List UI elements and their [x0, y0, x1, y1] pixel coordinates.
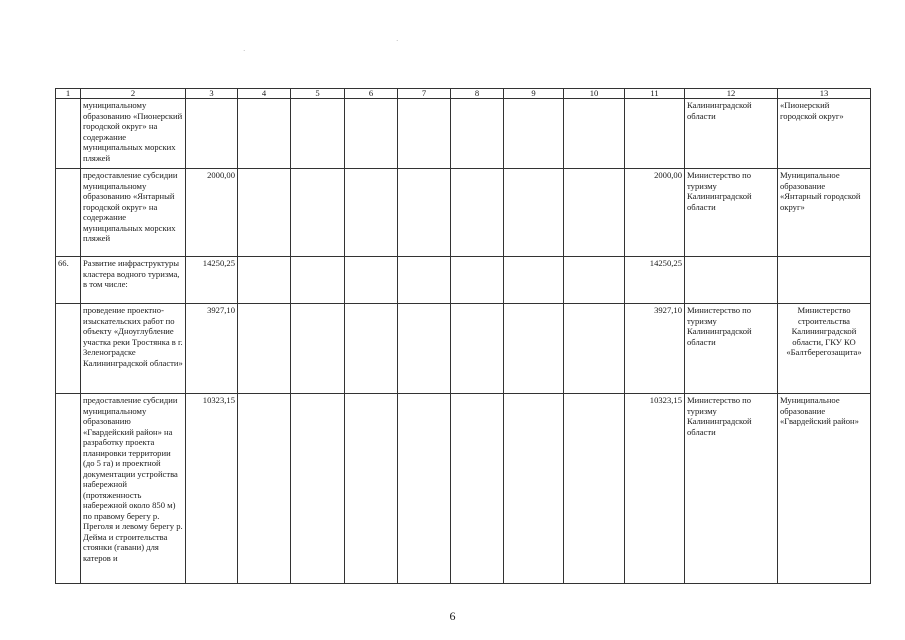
- row-number: 66.: [56, 257, 81, 304]
- row-description: Развитие инфраструктуры кластера водного туризма, в том числе:: [81, 257, 186, 304]
- responsible-executor: Министерство по туризму Калининградской области: [685, 169, 778, 257]
- row-number: [56, 169, 81, 257]
- header-cell-2: 2: [81, 89, 186, 99]
- responsible-executor: [685, 257, 778, 304]
- amount-col11: [625, 99, 685, 169]
- amount-col11: 3927,10: [625, 304, 685, 394]
- responsible-executor: Калининградской области: [685, 99, 778, 169]
- header-row: [56, 89, 871, 99]
- amount-col3: 14250,25: [186, 257, 238, 304]
- header-cell-10: 10: [564, 89, 625, 99]
- header-cell-11: 11: [625, 89, 685, 99]
- participant: «Пионерский городской округ»: [778, 99, 871, 169]
- scan-speck: ·: [243, 47, 246, 55]
- header-cell-6: 6: [345, 89, 398, 99]
- program-table: [55, 88, 871, 584]
- amount-col11: 10323,15: [625, 394, 685, 584]
- table-row: [56, 304, 871, 394]
- scan-speck: ·: [396, 37, 399, 45]
- amount-col11: 14250,25: [625, 257, 685, 304]
- header-cell-12: 12: [685, 89, 778, 99]
- row-description: муниципальному образованию «Пионерский городской округ» на содержание муниципальных морских пляжей: [81, 99, 186, 169]
- amount-col11: 2000,00: [625, 169, 685, 257]
- participant: Муниципальное образование «Янтарный городской округ»: [778, 169, 871, 257]
- responsible-executor: Министерство по туризму Калининградской области: [685, 304, 778, 394]
- row-number: [56, 394, 81, 584]
- page-number: 6: [449, 609, 456, 623]
- header-cell-1: 1: [56, 89, 81, 99]
- row-description: проведение проектно-изыскательских работ по объекту «Дноуглубление участка реки Тростянка в г. Зеленоградске Калининградской области»: [81, 304, 186, 394]
- responsible-executor: Министерство по туризму Калининградской области: [685, 394, 778, 584]
- table-row: [56, 394, 871, 584]
- header-cell-3: 3: [186, 89, 238, 99]
- participant: Муниципальное образование «Гвардейский район»: [778, 394, 871, 584]
- document-sheet: [55, 88, 870, 584]
- header-cell-8: 8: [451, 89, 504, 99]
- header-cell-7: 7: [398, 89, 451, 99]
- table-row: [56, 169, 871, 257]
- amount-col3: 2000,00: [186, 169, 238, 257]
- header-cell-9: 9: [504, 89, 564, 99]
- row-description: предоставление субсидии муниципальному образованию «Янтарный городской округ» на содержание муниципальных морских пляжей: [81, 169, 186, 257]
- participant: [778, 257, 871, 304]
- row-number: [56, 304, 81, 394]
- table-row: [56, 257, 871, 304]
- header-cell-5: 5: [291, 89, 345, 99]
- amount-col3: 3927,10: [186, 304, 238, 394]
- row-number: [56, 99, 81, 169]
- amount-col3: 10323,15: [186, 394, 238, 584]
- header-cell-13: 13: [778, 89, 871, 99]
- table-row: [56, 99, 871, 169]
- header-cell-4: 4: [238, 89, 291, 99]
- row-description: предоставление субсидии муниципальному образованию «Гвардейский район» на разработку проекта планировки территории (до 5 га) и проектной документации устройства набережной (протяженность набережной около 850 м) по правому берегу р. Преголя и левому берегу р. Дейма и строительства стоянки (гавани) для катеров и: [81, 394, 186, 584]
- amount-col3: [186, 99, 238, 169]
- participant: Министерство строительства Калининградской области, ГКУ КО «Балтберегозащита»: [778, 304, 871, 394]
